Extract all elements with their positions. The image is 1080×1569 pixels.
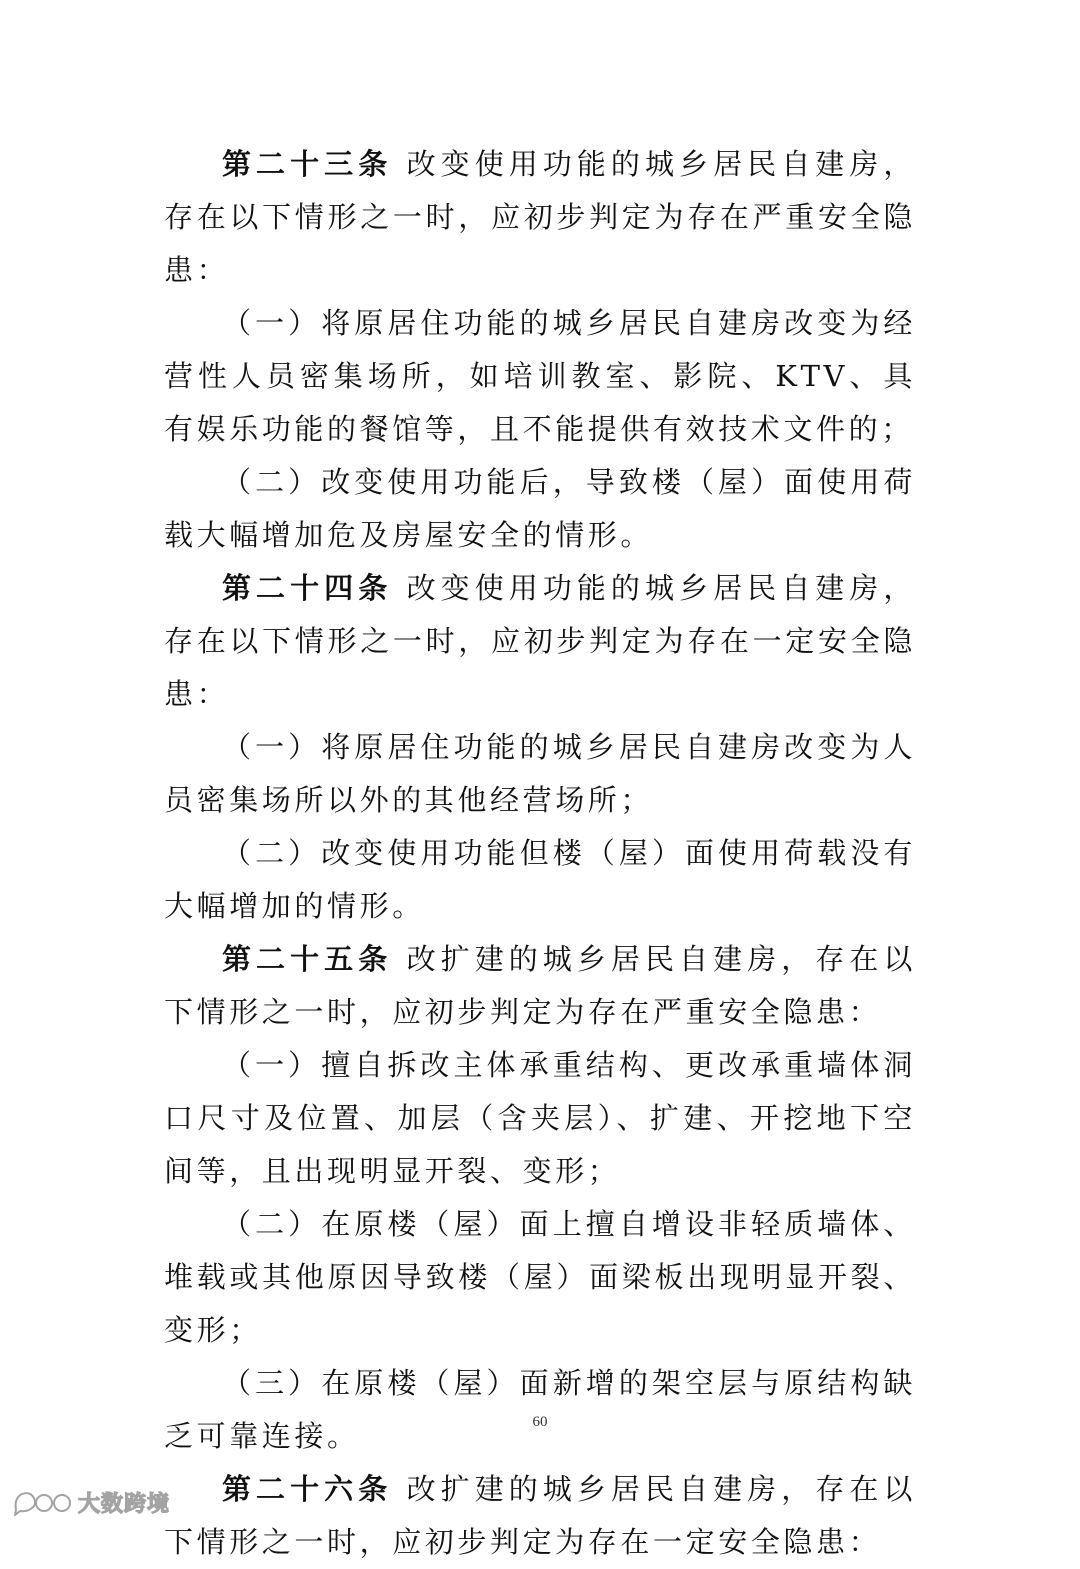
article-text: 改变使用功能的城乡居民自建房，存在以下情形之一时，应初步判定为存在严重安全隐患： xyxy=(164,147,916,287)
item-text: （一）将原居住功能的城乡居民自建房改变为经营性人员密集场所，如培训教室、影院、KTV、具有娱乐功能的餐馆等，且不能提供有效技术文件的； xyxy=(164,306,916,446)
article-25-item-2 xyxy=(164,1198,916,1357)
article-text: 改变使用功能的城乡居民自建房，存在以下情形之一时，应初步判定为存在一定安全隐患： xyxy=(164,571,916,711)
article-23-item-2 xyxy=(164,456,916,562)
item-text: （三）在原楼（屋）面新增的架空层与原结构缺乏可靠连接。 xyxy=(164,1366,916,1453)
item-text: （二）改变使用功能后，导致楼（屋）面使用荷载大幅增加危及房屋安全的情形。 xyxy=(164,465,916,552)
watermark-text: 大数跨境 xyxy=(78,1491,171,1517)
article-24 xyxy=(164,562,916,721)
article-24-item-1 xyxy=(164,721,916,827)
article-23-item-1 xyxy=(164,297,916,456)
item-text: （二）改变使用功能但楼（屋）面使用荷载没有大幅增加的情形。 xyxy=(164,836,916,923)
article-25 xyxy=(164,933,916,1039)
article-heading: 第二十四条 xyxy=(222,571,393,605)
article-heading: 第二十三条 xyxy=(222,147,393,181)
item-text: （一）擅自拆改主体承重结构、更改承重墙体洞口尺寸及位置、加层（含夹层）、扩建、开挖地下空间等，且出现明显开裂、变形； xyxy=(164,1048,916,1188)
article-text: 改扩建的城乡居民自建房，存在以下情形之一时，应初步判定为存在一定安全隐患： xyxy=(164,1472,916,1559)
watermark xyxy=(12,1484,170,1520)
page-number: 60 xyxy=(532,1414,548,1430)
article-heading: 第二十六条 xyxy=(222,1472,393,1506)
article-26 xyxy=(164,1463,916,1569)
item-text: （一）将原居住功能的城乡居民自建房改变为人员密集场所以外的其他经营场所； xyxy=(164,730,916,817)
article-23 xyxy=(164,138,916,297)
article-text: 改扩建的城乡居民自建房，存在以下情形之一时，应初步判定为存在严重安全隐患： xyxy=(164,942,916,1029)
article-25-item-1 xyxy=(164,1039,916,1198)
article-24-item-2 xyxy=(164,827,916,933)
article-25-item-3 xyxy=(164,1357,916,1463)
item-text: （二）在原楼（屋）面上擅自增设非轻质墙体、堆载或其他原因导致楼（屋）面梁板出现明显开裂、变形； xyxy=(164,1207,916,1347)
bubble-logo-icon xyxy=(12,1488,72,1516)
document-body xyxy=(164,138,916,1569)
article-heading: 第二十五条 xyxy=(222,942,393,976)
